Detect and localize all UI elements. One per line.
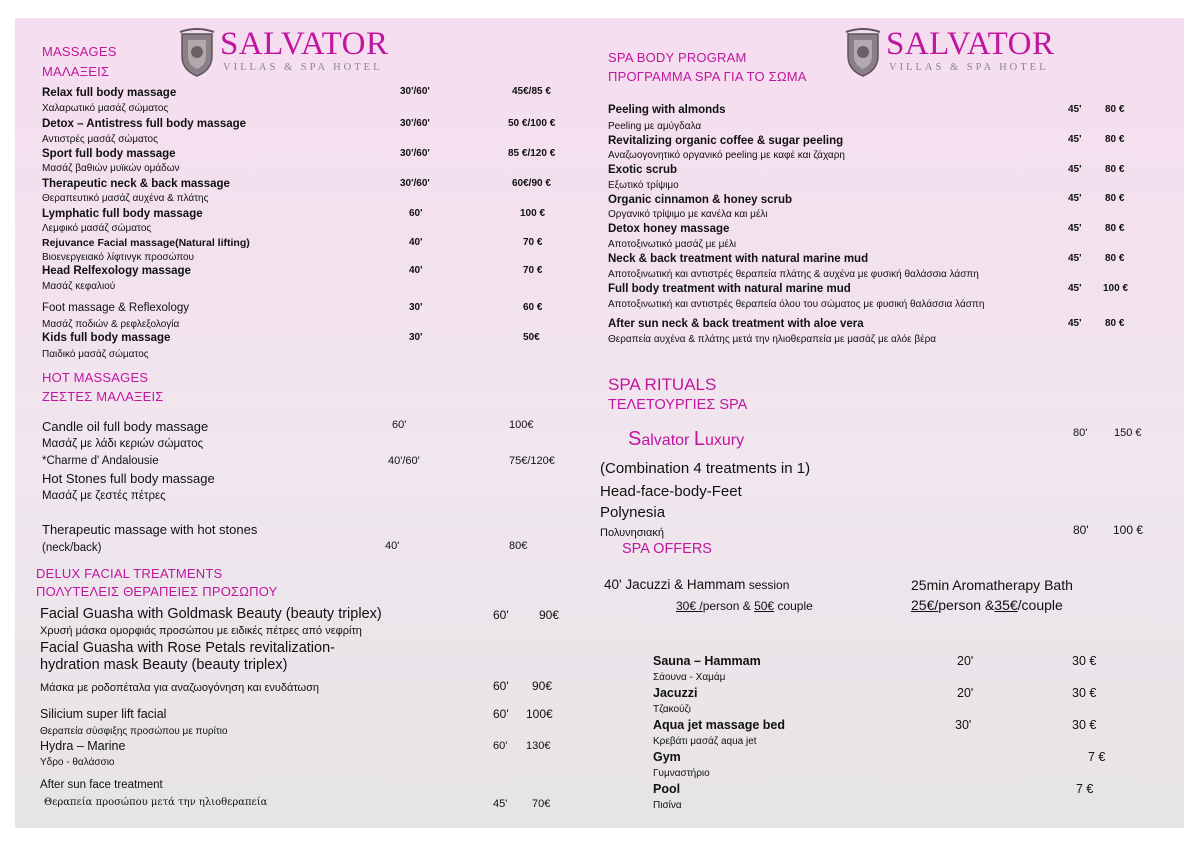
- massage-greek: Χαλαρωτικό μασάζ σώματος: [42, 103, 169, 114]
- body-price: 80 €: [1105, 164, 1125, 175]
- ritual-luxury-part: uxury: [704, 432, 745, 449]
- crest-icon: [178, 28, 216, 78]
- facial-duration: 60': [493, 707, 509, 721]
- logo: [178, 28, 388, 78]
- body-greek: Αναζωογονητικό οργανικό peeling με καφέ και ζάχαρη: [608, 150, 845, 161]
- massages-title-en: MASSAGES: [42, 44, 117, 59]
- body-duration: 45': [1068, 253, 1082, 264]
- facial-name: Facial Guasha with Rose Petals revitalization-: [40, 640, 335, 656]
- logo: [844, 28, 1054, 78]
- offer-price-part: 35€: [994, 597, 1018, 613]
- facial-name: Facial Guasha with Goldmask Beauty (beauty triplex): [40, 606, 382, 622]
- massage-greek: Θεραπευτικό μασάζ αυχένα & πλάτης: [42, 193, 209, 204]
- massage-price: 85 €/120 €: [508, 148, 556, 159]
- logo-subtitle: VILLAS & SPA HOTEL: [223, 62, 383, 73]
- hot-title-en: HOT MASSAGES: [42, 370, 149, 385]
- massage-price: 70 €: [523, 265, 543, 276]
- massage-name: Head Relfexology massage: [42, 265, 191, 277]
- rituals-title-gr: ΤΕΛΕΤΟΥΡΓΙΕΣ SPA: [608, 397, 748, 413]
- body-name: Peeling with almonds: [608, 104, 726, 116]
- ritual-price: 100 €: [1113, 523, 1144, 537]
- facility-greek: Σάουνα - Χαμάμ: [653, 672, 726, 683]
- body-duration: 45': [1068, 193, 1082, 204]
- offer-jacuzzi-title: [604, 577, 789, 592]
- body-greek: Αποτοξινωτική και αντιστρές θεραπεία πλάτης & αυχένα με φυσική θαλάσσια λάσπη: [608, 269, 979, 280]
- massage-price: 50€: [523, 332, 540, 343]
- facility-duration: 30': [955, 718, 972, 732]
- facility-price: 30 €: [1072, 718, 1097, 732]
- massage-duration: 30'/60': [400, 148, 430, 159]
- ritual-greek: Πολυνησιακή: [600, 527, 664, 539]
- offer-price-part: 30€ /: [676, 599, 703, 613]
- body-greek: Αποτοξινωτική και αντιστρές θεραπεία όλου του σώματος με φυσική θαλάσσια λάσπη: [608, 299, 985, 310]
- ritual-price: 150 €: [1114, 427, 1142, 439]
- hot-title-gr: ΖΕΣΤΕΣ ΜΑΛΑΞΕΙΣ: [42, 389, 164, 404]
- body-title-gr: ΠΡΟΓΡΑΜΜΑ SPA ΓΙΑ ΤΟ ΣΩΜΑ: [608, 69, 807, 84]
- right-panel: [586, 18, 1184, 828]
- facility-duration: 20': [957, 654, 974, 668]
- body-duration: 45': [1068, 134, 1082, 145]
- massage-duration: 30'/60': [400, 178, 430, 189]
- facial-duration: 45': [493, 798, 508, 810]
- facial-price: 130€: [526, 740, 551, 752]
- massage-name: Foot massage & Reflexology: [42, 302, 190, 314]
- facial-greek: Θεραπεία σύσφιξης προσώπου με πυρίτιο: [40, 726, 228, 737]
- massages-title-gr: ΜΑΛΑΞΕΙΣ: [42, 64, 110, 79]
- facility-duration: 20': [957, 686, 974, 700]
- facility-name: Sauna – Hammam: [653, 654, 761, 668]
- body-price: 80 €: [1105, 104, 1125, 115]
- facility-name: Jacuzzi: [653, 686, 698, 700]
- facial-duration: 60': [493, 679, 509, 693]
- body-name: Detox honey massage: [608, 223, 730, 235]
- body-duration: 45': [1068, 104, 1082, 115]
- body-price: 80 €: [1105, 253, 1125, 264]
- massage-greek: Μασάζ βαθιών μυϊκών ομάδων: [42, 163, 180, 174]
- massage-greek: Βιοενεργειακό λίφτινγκ προσώπου: [42, 252, 195, 263]
- facility-name: Gym: [653, 750, 681, 764]
- facility-greek: Γυμναστήριο: [653, 768, 710, 779]
- offer-price-part: /couple: [1017, 597, 1063, 613]
- facial-price: 70€: [532, 798, 551, 810]
- body-price: 80 €: [1105, 223, 1125, 234]
- hot-item-duration: 60': [392, 419, 407, 431]
- ritual-name: Polynesia: [600, 504, 666, 521]
- ritual-luxury-initial: S: [628, 428, 642, 450]
- massage-greek: Μασάζ ποδιών & ρεφλεξολογία: [42, 319, 180, 330]
- massage-price: 45€/85 €: [512, 86, 551, 97]
- hot-item-name: Therapeutic massage with hot stones: [42, 522, 258, 537]
- facial-price: 100€: [526, 707, 553, 721]
- facial-name: Hydra – Marine: [40, 739, 126, 753]
- body-title-en: SPA BODY PROGRAM: [608, 50, 747, 65]
- body-price: 80 €: [1105, 193, 1125, 204]
- facility-greek: Τζακούζι: [653, 704, 691, 715]
- ritual-hbf: Head-face-body-Feet: [600, 483, 742, 500]
- body-name: Revitalizing organic coffee & sugar peeling: [608, 135, 844, 147]
- body-greek: Αποτοξινωτικό μασάζ με μέλι: [608, 239, 737, 250]
- ritual-duration: 80': [1073, 523, 1089, 537]
- body-duration: 45': [1068, 223, 1082, 234]
- massage-duration: 30'/60': [400, 118, 430, 129]
- hot-item-duration: 40': [385, 540, 400, 552]
- massage-name: Lymphatic full body massage: [42, 208, 203, 220]
- massage-price: 60 €: [523, 302, 543, 313]
- ritual-luxury-initial: L: [693, 428, 705, 450]
- facial-name: hydration mask Beauty (beauty triplex): [40, 657, 288, 673]
- massage-price: 70 €: [523, 237, 543, 248]
- hot-item-greek: Μασάζ με ζεστές πέτρες: [42, 490, 166, 502]
- facility-price: 7 €: [1076, 782, 1094, 796]
- massage-price: 60€/90 €: [512, 178, 551, 189]
- hot-item-price: 75€/120€: [509, 455, 555, 467]
- offer-jacuzzi-title-rest: session: [745, 578, 790, 592]
- offer-price-part: person &: [938, 597, 995, 613]
- body-name: Full body treatment with natural marine mud: [608, 283, 851, 295]
- facial-title-en: DELUX FACIAL TREATMENTS: [36, 566, 223, 581]
- facial-name: Silicium super lift facial: [40, 707, 167, 721]
- facial-price: 90€: [539, 608, 560, 622]
- facility-price: 7 €: [1088, 750, 1106, 764]
- massage-name: Sport full body massage: [42, 148, 176, 160]
- facial-greek: Υδρο - θαλάσσιο: [40, 757, 115, 768]
- massage-duration: 30'/60': [400, 86, 430, 97]
- massage-greek: Μασάζ κεφαλιού: [42, 281, 116, 292]
- offer-jacuzzi-title-main: 40' Jacuzzi & Hammam: [604, 577, 746, 592]
- massage-name: Detox – Antistress full body massage: [42, 118, 247, 130]
- body-name: Neck & back treatment with natural marine mud: [608, 253, 869, 265]
- facility-greek: Πισίνα: [653, 800, 682, 811]
- massage-duration: 40': [409, 265, 423, 276]
- body-price: 80 €: [1105, 134, 1125, 145]
- offer-price-part: person &: [702, 599, 755, 613]
- massage-duration: 30': [409, 302, 423, 313]
- massage-name: Therapeutic neck & back massage: [42, 178, 230, 190]
- massage-name: Kids full body massage: [42, 332, 171, 344]
- crest-icon: [844, 28, 882, 78]
- facial-greek: Θεραπεία προσώπου μετά την ηλιοθεραπεία: [44, 797, 268, 808]
- hot-item-duration: 40'/60': [388, 455, 420, 467]
- hot-item-name: Hot Stones full body massage: [42, 471, 215, 486]
- facility-price: 30 €: [1072, 686, 1097, 700]
- offers-title: SPA OFFERS: [622, 541, 712, 557]
- body-price: 80 €: [1105, 318, 1125, 329]
- body-duration: 45': [1068, 283, 1082, 294]
- facial-title-gr: ΠΟΛΥΤΕΛΕΙΣ ΘΕΡΑΠΕΙΕΣ ΠΡΟΣΩΠΟΥ: [36, 584, 278, 599]
- hot-item-name: *Charme d' Andalousie: [42, 455, 159, 467]
- body-greek: Εξωτικό τρίψιμο: [608, 180, 679, 191]
- offer-price-part: 50€: [754, 599, 775, 613]
- logo-title: SALVATOR: [220, 26, 389, 62]
- body-greek: Οργανικό τρίψιμο με κανέλα και μέλι: [608, 209, 768, 220]
- offer-price-part: 25€/: [911, 597, 939, 613]
- body-greek: Θεραπεία αυχένα & πλάτης μετά την ηλιοθεραπεία με μασάζ με αλόε βέρα: [608, 334, 937, 345]
- left-panel: [15, 18, 586, 828]
- hot-item-price: 100€: [509, 419, 534, 431]
- ritual-combo: (Combination 4 treatments in 1): [600, 460, 811, 477]
- logo-subtitle: VILLAS & SPA HOTEL: [889, 62, 1049, 73]
- facial-duration: 60': [493, 608, 509, 622]
- facial-name: After sun face treatment: [40, 779, 163, 791]
- offer-aroma-price: [911, 597, 1063, 613]
- facility-greek: Κρεβάτι μασάζ aqua jet: [653, 736, 757, 747]
- hot-item-sub: (neck/back): [42, 542, 102, 554]
- massage-price: 50 €/100 €: [508, 118, 556, 129]
- body-greek: Peeling με αμύγδαλα: [608, 121, 702, 132]
- hot-item-name: Candle oil full body massage: [42, 419, 209, 434]
- facial-duration: 60': [493, 740, 508, 752]
- facility-price: 30 €: [1072, 654, 1097, 668]
- massage-greek: Λεμφικό μασάζ σώματος: [42, 223, 152, 234]
- body-name: After sun neck & back treatment with aloe vera: [608, 318, 864, 330]
- facial-greek: Μάσκα με ροδοπέταλα για αναζωογόνηση και ενυδάτωση: [40, 682, 320, 694]
- massage-greek: Αντιστρές μασάζ σώματος: [42, 134, 158, 145]
- rituals-title-en: SPA RITUALS: [608, 375, 717, 394]
- massage-name: Rejuvance Facial massage(Natural lifting): [42, 237, 250, 249]
- massage-greek: Παιδικό μασάζ σώματος: [42, 349, 149, 360]
- ritual-duration: 80': [1073, 427, 1088, 439]
- facial-price: 90€: [532, 679, 553, 693]
- massage-name: Relax full body massage: [42, 87, 177, 99]
- facility-name: Aqua jet massage bed: [653, 718, 785, 732]
- massage-duration: 30': [409, 332, 423, 343]
- massage-price: 100 €: [520, 208, 546, 219]
- offer-jacuzzi-price: [676, 599, 813, 613]
- offer-price-part: couple: [774, 599, 813, 613]
- massage-duration: 60': [409, 208, 423, 219]
- offer-aroma-title: 25min Aromatherapy Bath: [911, 577, 1073, 593]
- body-name: Organic cinnamon & honey scrub: [608, 194, 793, 206]
- facial-greek: Χρυσή μάσκα ομορφιάς προσώπου με ειδικές πέτρες από νεφρίτη: [40, 625, 362, 637]
- ritual-luxury-part: alvator: [641, 432, 694, 449]
- body-duration: 45': [1068, 164, 1082, 175]
- body-price: 100 €: [1103, 283, 1129, 294]
- ritual-luxury-name: [628, 428, 744, 451]
- facility-name: Pool: [653, 782, 681, 796]
- body-duration: 45': [1068, 318, 1082, 329]
- hot-item-price: 80€: [509, 540, 528, 552]
- body-name: Exotic scrub: [608, 164, 678, 176]
- massage-duration: 40': [409, 237, 423, 248]
- logo-title: SALVATOR: [886, 26, 1055, 62]
- hot-item-greek: Μασάζ με λάδι κεριών σώματος: [42, 438, 204, 450]
